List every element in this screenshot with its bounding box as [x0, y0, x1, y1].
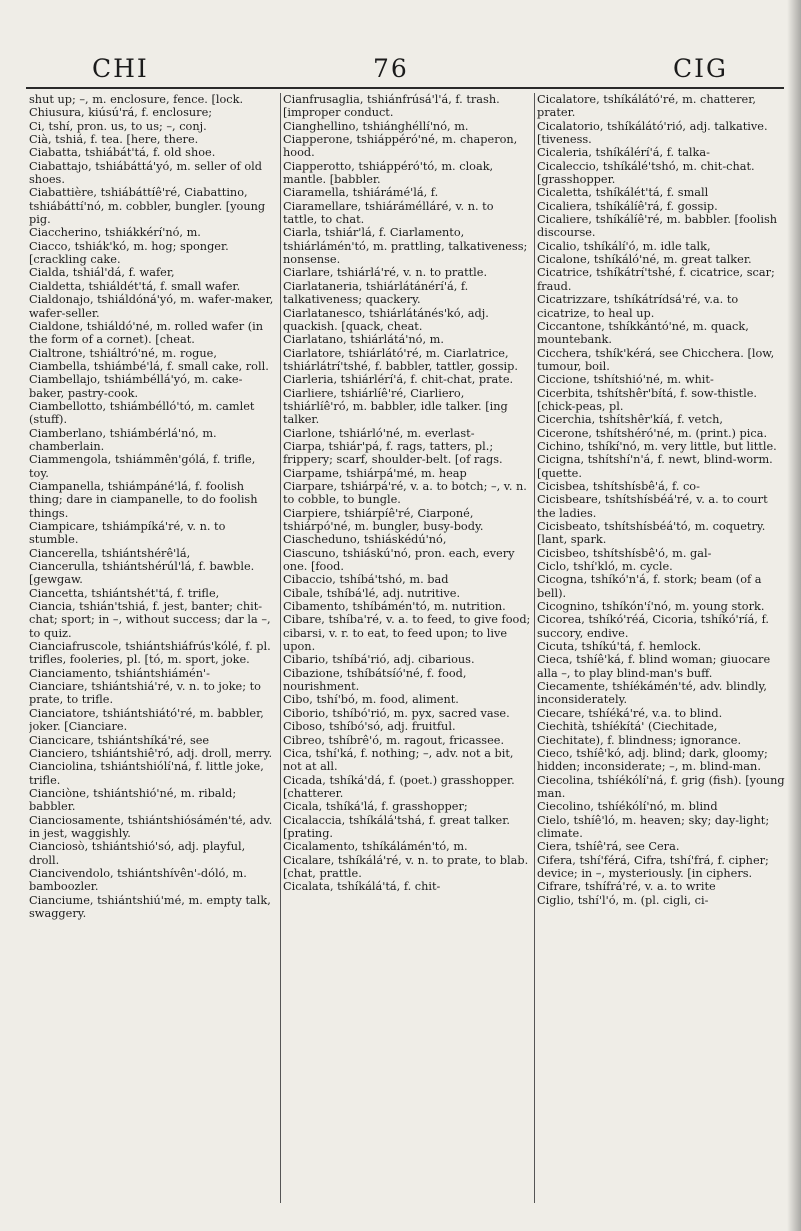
dictionary-entry: Ciaramellare, tshiárámélláré, v. n. to tattle, to chat. [283, 199, 494, 227]
dictionary-entry: Cicerchia, tshítshêr'kíá, f. vetch, [537, 413, 723, 427]
dictionary-entry: Cicchera, tshík'kérá, see Chicchera. [low, tumour, boil. [537, 346, 775, 373]
dictionary-entry: Cicigna, tshítshí'n'á, f. newt, blind-worm. [quette. [537, 453, 773, 480]
dictionary-entry: Cieco, tshíê'kó, adj. blind; dark, gloomy; hidden; inconsiderate; –, m. blind-man. [537, 746, 768, 774]
dictionary-entry: Cianciatore, tshiántshiátó'ré, m. babbler, joker. [Cianciare. [29, 706, 264, 734]
dictionary-entry: Cicatrizzare, tshíkátrídsá'ré, v.a. to cicatrize, to heal up. [537, 293, 739, 320]
dictionary-entry: Cialdone, tshiáldó'né, m. rolled wafer (in the form of a cornet). [cheat. [29, 319, 264, 347]
dictionary-entry: Ciecare, tshíéká'ré, v.a. to blind. [537, 706, 723, 720]
dictionary-entry: Cicalio, tshíkálí'ó, m. idle talk, [537, 239, 711, 253]
dictionary-entry: Ciammengola, tshiámmên'gólá, f. trifle, toy. [29, 453, 256, 480]
column-divider [280, 93, 281, 1203]
dictionary-entry: Cicala, tshíká'lá, f. grasshopper; [283, 800, 468, 814]
dictionary-entry: Ciapperone, tshiáppéró'né, m. chaperon, hood. [283, 133, 518, 160]
dictionary-entry: Ciabattière, tshiábáttíê'ré, Ciabattino, tshiábáttí'nó, m. cobbler, bungler. [young pig. [29, 186, 266, 227]
dictionary-entry: Cielo, tshíê'ló, m. heaven; sky; day-light; climate. [537, 813, 770, 840]
dictionary-entry: Ciarlataneria, tshiárlátánérí'á, f. talkativeness; quackery. [283, 279, 469, 307]
dictionary-entry: Cialdonajo, tshiáldóná'yó, m. wafer-maker, wafer-seller. [29, 293, 274, 320]
dictionary-entry: Cianciamento, tshiántshiámén'- [29, 666, 210, 680]
dictionary-entry: Cieca, tshíê'ká, f. blind woman; giuocare alla –, to play blind-man's buff. [537, 653, 771, 680]
dictionary-entry: Cialtrone, tshiáltró'né, m. rogue, [29, 346, 217, 360]
dictionary-entry: Cichino, tshíkí'nó, m. very little, but little. [537, 439, 777, 453]
dictionary-entry: Ciancerella, tshiántshérê'lá, [29, 546, 191, 560]
dictionary-entry: Ciarleria, tshiárlérí'á, f. chit-chat, prate. [283, 373, 514, 387]
dictionary-entry: Cianciosò, tshiántshió'só, adj. playful, droll. [29, 840, 246, 867]
dictionary-entry: Ciarla, tshiár'lá, f. Ciarlamento, tshiárlámén'tó, m. prattling, talkativeness; nonsense. [283, 226, 528, 267]
dictionary-entry: Ciambellotto, tshiámbélló'tó, m. camlet (stuff). [29, 399, 255, 427]
dictionary-entry: Ciechità, tshíékítá' (Ciechitade, Ciechitate), f. blindness; ignorance. [537, 720, 742, 747]
dictionary-entry: Ciancetta, tshiántshét'tá, f. trifle, [29, 586, 220, 600]
dictionary-entry: Cicognino, tshíkón'í'nó, m. young stork. [537, 600, 765, 614]
dictionary-entry: Cicaletta, tshíkálét'tá, f. small [537, 186, 709, 200]
dictionary-entry: Ciera, tshíê'rá, see Cera. [537, 840, 680, 854]
dictionary-entry: Ciarlatanesco, tshiárlátánés'kó, adj. quackish. [quack, cheat. [283, 306, 489, 333]
dictionary-entry: Cianciare, tshiántshiá'ré, v. n. to joke; to prate, to trifle. [29, 680, 261, 707]
dictionary-entry: Ciamberlano, tshiámbérlá'nó, m. chamberlain. [29, 426, 217, 453]
dictionary-entry: Ciecolino, tshíékólí'nó, m. blind [537, 800, 718, 814]
dictionary-entry: Cicerbita, tshítshêr'bítá, f. sow-thistle. [chick-peas, pl. [537, 386, 758, 413]
dictionary-entry: Cicisbea, tshítshísbê'á, f. co- [537, 479, 700, 493]
dictionary-entry: Cicerone, tshítshéró'né, m. (print.) pica. [537, 426, 768, 440]
dictionary-entry: Ciarpiere, tshiárpíê'ré, Ciarponé, tshiárpó'né, m. bungler, busy-body. [283, 506, 484, 533]
header-rule [26, 87, 784, 89]
dictionary-entry: Cicisbeo, tshítshísbê'ó, m. gal- [537, 546, 712, 560]
dictionary-entry: Cibaccio, tshíbá'tshó, m. bad [283, 573, 449, 587]
column-2 [283, 93, 531, 1213]
column-1 [29, 93, 275, 1213]
dictionary-entry: Cianciume, tshiántshiú'mé, m. empty talk, swaggery. [29, 893, 271, 920]
dictionary-entry: Ciampanella, tshiámpáné'lá, f. foolish thing; dare in ciampanelle, to do foolish things. [29, 479, 258, 520]
dictionary-entry: Cibario, tshíbá'rió, adj. cibarious. [283, 653, 475, 667]
page-number: 76 [373, 54, 409, 83]
dictionary-entry: Cianciero, tshiántshiê'ró, adj. droll, merry. [29, 746, 273, 760]
dictionary-entry: Ciecamente, tshíékámén'té, adv. blindly, inconsiderately. [537, 680, 768, 707]
dictionary-entry: Ciarlone, tshiárló'né, m. everlast- [283, 426, 475, 440]
dictionary-entry: Chiusura, kiúsú'rá, f. enclosure; [29, 106, 213, 120]
dictionary-entry: Ciarlare, tshiárlá'ré, v. n. to prattle. [283, 266, 488, 280]
dictionary-entry: Ciancerulla, tshiántshérúl'lá, f. bawble. [gewgaw. [29, 560, 255, 587]
dictionary-entry: Ciabattajo, tshiábáttá'yó, m. seller of old shoes. [29, 159, 262, 187]
page-edge-shadow [787, 0, 801, 1231]
dictionary-entry: Ciascuno, tshiáskú'nó, pron. each, every one. [food. [283, 546, 515, 574]
page-header [0, 48, 801, 88]
dictionary-entry: Cibazione, tshíbátsíó'né, f. food, nourishment. [283, 666, 467, 694]
dictionary-entry: Cibreo, tshíbrê'ó, m. ragout, fricassee. [283, 733, 505, 747]
column-3 [537, 93, 785, 1213]
dictionary-entry: Ciaramella, tshiárámé'lá, f. [283, 186, 439, 200]
dictionary-entry: Ciancia, tshián'tshiá, f. jest, banter; chit-chat; sport; in –, without success; dar la –, to quiz. [29, 600, 271, 640]
dictionary-entry: Cialda, tshiál'dá, f. wafer, [29, 266, 175, 280]
dictionary-entry: Cicaleria, tshíkálérí'á, f. talka- [537, 146, 710, 160]
dictionary-entry: Ciclo, tshí'kló, m. cycle. [537, 560, 673, 574]
dictionary-entry: Cicogna, tshíkó'n'á, f. stork; beam (of a bell). [537, 573, 762, 600]
dictionary-entry: Cicatrice, tshíkátrí'tshé, f. cicatrice, scar; fraud. [537, 266, 775, 293]
dictionary-entry: Ciarpame, tshiárpá'mé, m. heap [283, 466, 467, 480]
dictionary-entry: Ciancivendolo, tshiántshívên'-dóló, m. bamboozler. [29, 866, 247, 894]
dictionary-entry: Ciborio, tshíbó'rió, m. pyx, sacred vase. [283, 706, 510, 720]
dictionary-entry: Ciarpa, tshiár'pá, f. rags, tatters, pl.; frippery; scarf, shoulder-belt. [of rags. [283, 439, 503, 467]
dictionary-entry: Cicisbeare, tshítshísbéá'ré, v. a. to court the ladies. [537, 493, 768, 520]
dictionary-entry: Ciabatta, tshiábát'tá, f. old shoe. [29, 146, 216, 160]
dictionary-entry: Ciampicare, tshiámpíká'ré, v. n. to stumble. [29, 520, 226, 547]
dictionary-entry: Cianciòne, tshiántshió'né, m. ribald; babbler. [29, 786, 237, 814]
dictionary-entry: Ciboso, tshíbó'só, adj. fruitful. [283, 720, 456, 734]
dictionary-entry: Ciambella, tshiámbé'lá, f. small cake, roll. [29, 359, 269, 373]
dictionary-entry: Ciarliere, tshiárlíê'ré, Ciarliero, tshiárlíê'ró, m. babbler, idle talker. [ing talker. [283, 386, 508, 427]
dictionary-entry: Cibo, tshí'bó, m. food, aliment. [283, 693, 459, 707]
dictionary-entry: Cicalatorio, tshíkálátó'rió, adj. talkative. [tiveness. [537, 119, 768, 147]
dictionary-entry: Ciecolina, tshíékólí'ná, f. grig (fish). [young man. [537, 773, 785, 800]
dictionary-entry: Cialdetta, tshiáldét'tá, f. small wafer. [29, 279, 241, 293]
dictionary-entry: Cibare, tshíba'ré, v. a. to feed, to give food; cibarsi, v. r. to eat, to feed upon; to live upon. [283, 613, 531, 654]
dictionary-entry: Cicalamento, tshíkálámén'tó, m. [283, 840, 468, 854]
dictionary-entry: Cicalatore, tshíkálátó'ré, m. chatterer, prater. [537, 93, 756, 120]
dictionary-entry: Ciaccherino, tshiákkérí'nó, m. [29, 226, 201, 240]
dictionary-entry: Cicaleccio, tshíkálé'tshó, m. chit-chat. [grasshopper. [537, 159, 755, 187]
dictionary-entry: shut up; –, m. enclosure, fence. [lock. [29, 93, 244, 106]
dictionary-entry: Ciarlatore, tshiárlátó'ré, m. Ciarlatrice, tshiárlátrí'tshé, f. babbler, tattler, gossip. [283, 346, 518, 373]
dictionary-entry: Cicaliere, tshíkálíê'ré, m. babbler. [foolish discourse. [537, 213, 778, 240]
dictionary-entry: Ciacco, tshiák'kó, m. hog; sponger. [crackling cake. [29, 239, 229, 267]
dictionary-entry: Cià, tshiá, f. tea. [here, there. [29, 133, 199, 147]
dictionary-entry: Ciccione, tshítshió'né, m. whit- [537, 373, 714, 387]
dictionary-entry: Cicisbeato, tshítshísbéá'tó, m. coquetry. [lant, spark. [537, 520, 766, 547]
dictionary-entry: Cica, tshí'ká, f. nothing; –, adv. not a bit, not at all. [283, 746, 514, 774]
dictionary-entry: Cibale, tshíbá'lé, adj. nutritive. [283, 586, 461, 600]
dictionary-entry: Cicorea, tshíkó'réá, Cicoria, tshíkó'ríá, f. succory, endive. [537, 613, 769, 640]
dictionary-entry: Ciancicare, tshiántshíká'ré, see [29, 733, 210, 747]
dictionary-entry: Cianghellino, tshiánghéllí'nó, m. [283, 119, 469, 133]
dictionary-entry: Ciarlatano, tshiárlátá'nó, m. [283, 333, 444, 347]
dictionary-entry: Cicalata, tshíkálá'tá, f. chit- [283, 880, 441, 894]
dictionary-entry: Ciascheduno, tshiáskédú'nó, [283, 533, 447, 547]
dictionary-entry: Ciglio, tshí'l'ó, m. (pl. cigli, ci- [537, 893, 709, 907]
dictionary-entry: Ciapperotto, tshiáppéró'tó, m. cloak, mantle. [babbler. [283, 159, 494, 187]
dictionary-entry: Cicalare, tshíkálá'ré, v. n. to prate, to blab. [chat, prattle. [283, 853, 529, 880]
left-guide-word: CHI [92, 54, 149, 83]
dictionary-entry: Ciambellajo, tshiámbéllá'yó, m. cake-baker, pastry-cook. [29, 373, 243, 400]
dictionary-entry: Ciccantone, tshíkkántó'né, m. quack, mountebank. [537, 319, 749, 347]
dictionary-entry: Cicuta, tshíkú'tá, f. hemlock. [537, 640, 702, 654]
dictionary-entry: Cicalone, tshíkáló'né, m. great talker. [537, 253, 752, 267]
dictionary-entry: Cianfrusaglia, tshiánfrúsá'l'á, f. trash. [improper conduct. [283, 93, 500, 120]
dictionary-entry: Cicaliera, tshíkálíê'rá, f. gossip. [537, 199, 718, 213]
dictionary-entry: Cifrare, tshífrá'ré, v. a. to write [537, 880, 716, 894]
column-divider [534, 93, 535, 1203]
dictionary-entry: Cicada, tshíká'dá, f. (poet.) grasshopper. [chatterer. [283, 773, 515, 800]
dictionary-entry: Ciarpare, tshiárpá'ré, v. a. to botch; –, v. n. to cobble, to bungle. [283, 479, 527, 507]
dictionary-entry: Cibamento, tshíbámén'tó, m. nutrition. [283, 600, 506, 614]
dictionary-entry: Cifera, tshí'férá, Cifra, tshí'frá, f. cipher; device; in –, mysteriously. [in ciphers. [537, 853, 769, 880]
dictionary-entry: Cianciafruscole, tshiántshiáfrús'kólé, f. pl. trifles, fooleries, pl. [tó, m. sport, joke. [29, 640, 271, 667]
dictionary-entry: Cianciosamente, tshiántshiósámén'té, adv. in jest, waggishly. [29, 813, 273, 840]
dictionary-entry: Ci, tshí, pron. us, to us; –, conj. [29, 119, 207, 133]
dictionary-entry: Cianciolina, tshiántshiólí'ná, f. little joke, trifle. [29, 760, 264, 787]
dictionary-entry: Cicalaccia, tshíkálá'tshá, f. great talker. [prating. [283, 813, 510, 840]
right-guide-word: CIG [673, 54, 728, 83]
